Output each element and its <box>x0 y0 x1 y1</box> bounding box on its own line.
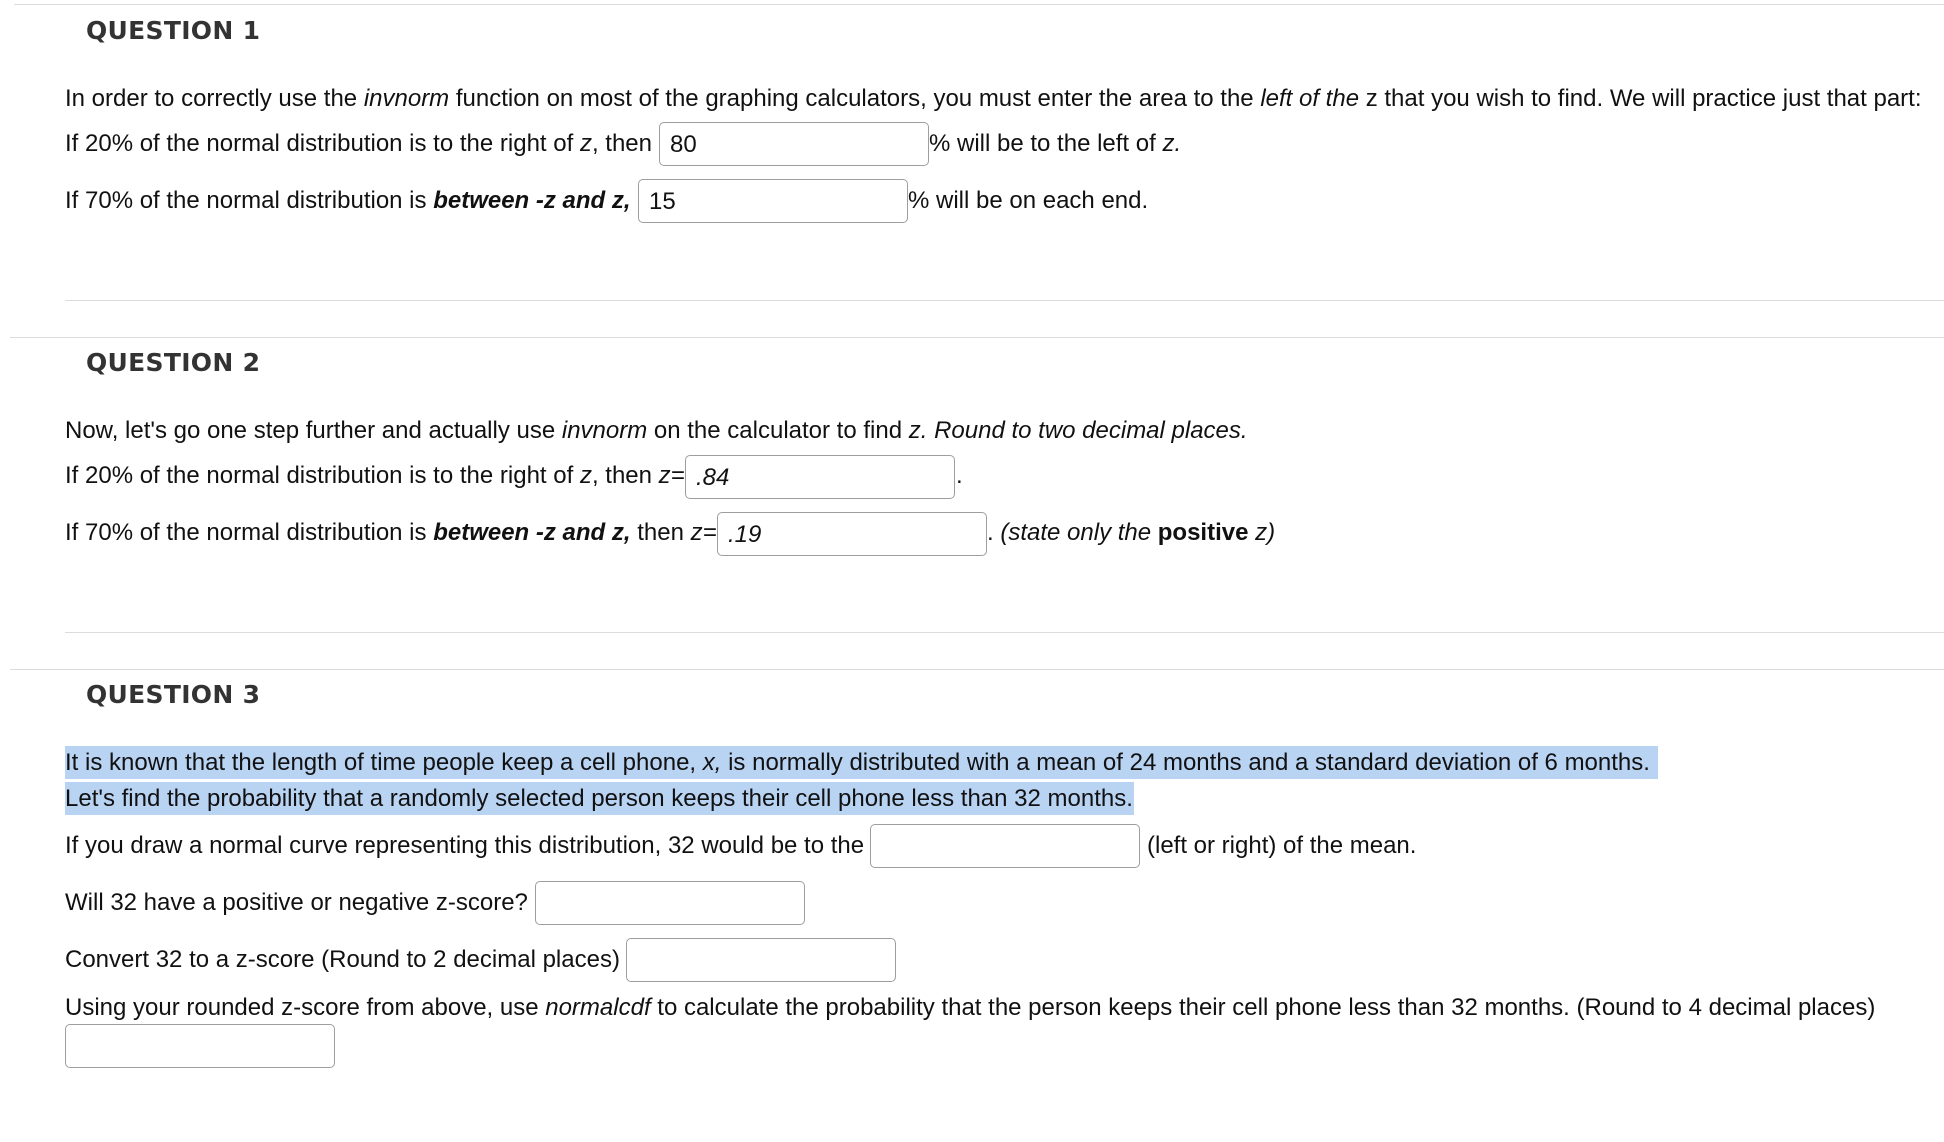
q3-line1-pre: If you draw a normal curve representing this distribution, 32 would be to the <box>65 832 865 859</box>
q3-sign-input[interactable] <box>535 881 805 925</box>
q1-line2-post: % will be on each end. <box>908 187 1149 214</box>
q2-line1-mid: , then <box>591 462 659 489</box>
q2-intro-invnorm: invnorm <box>561 417 648 444</box>
q1-line1-pre: If 20% of the normal distribution is to the right of <box>65 130 580 157</box>
q2-line2-state-close: z) <box>1248 519 1276 546</box>
q2-section-divider <box>10 669 1944 670</box>
q2-line-1 <box>65 461 685 491</box>
q1-section-divider <box>10 337 1944 338</box>
q2-line2-positive: positive <box>1157 519 1249 546</box>
question-1-title: QUESTION 1 <box>86 16 261 45</box>
q2-bottom-divider <box>65 632 1944 633</box>
question-2-title: QUESTION 2 <box>86 348 261 377</box>
q1-line-2 <box>65 186 631 216</box>
q3-x: x, <box>702 749 722 776</box>
q3-paragraph-1 <box>65 748 1658 778</box>
q2-intro-text-1: Now, let's go one step further and actually use <box>65 417 562 444</box>
q3-line-4 <box>65 993 1875 1023</box>
q3-line2-pre: Will 32 have a positive or negative z-score? <box>65 889 528 916</box>
q1-line-2-tail <box>908 186 1148 216</box>
q3-para1b: is normally distributed with a mean of 24 months and a standard deviation of 6 months. <box>721 749 1650 776</box>
q1-left-percent-input[interactable]: 80 <box>659 122 929 166</box>
q2-line2-dot: . <box>987 519 1001 546</box>
q2-line2-pre: If 70% of the normal distribution is <box>65 519 434 546</box>
q2-intro-round: z. Round to two decimal places. <box>908 417 1248 444</box>
q1-line1-post1: , then <box>591 130 652 157</box>
q1-intro-left-of-the: left of the <box>1260 85 1360 112</box>
question-3-title: QUESTION 3 <box>86 680 261 709</box>
q1-intro <box>65 84 1922 114</box>
q3-zscore-input[interactable] <box>626 938 896 982</box>
q3-line4-normalcdf: normalcdf <box>545 994 651 1021</box>
q3-para1-highlight <box>65 746 1658 779</box>
q3-para2: Let's find the probability that a randomly selected person keeps their cell phone less than 32 months. <box>65 782 1134 815</box>
q3-line-1 <box>65 831 864 861</box>
q3-line1-post: (left or right) of the mean. <box>1147 832 1417 859</box>
q1-each-end-input[interactable]: 15 <box>638 179 908 223</box>
q3-line-1-tail <box>1147 831 1416 861</box>
q1-line1-z2: z. <box>1162 130 1182 157</box>
q2-line1-zeq: z= <box>658 462 685 489</box>
q2-line-1-tail <box>956 461 963 491</box>
q2-line1-post: . <box>956 462 963 489</box>
q3-left-or-right-input[interactable] <box>870 824 1140 868</box>
q2-line1-z: z <box>579 462 592 489</box>
q3-line-3 <box>65 945 620 975</box>
q3-line-2 <box>65 888 528 918</box>
q1-line-1-tail <box>929 129 1181 159</box>
q2-line-2 <box>65 518 717 548</box>
q2-line2-zeq: z= <box>690 519 717 546</box>
q1-line1-z: z <box>579 130 592 157</box>
q1-intro-text-2: function on most of the graphing calculators, you must enter the area to the <box>449 85 1261 112</box>
q3-paragraph-2 <box>65 784 1134 814</box>
q1-intro-text-3: z that you wish to find. We will practice just that part: <box>1359 85 1922 112</box>
q2-line2-between: between -z and z, <box>433 519 631 546</box>
q2-line2-state-open: (state only the <box>1000 519 1158 546</box>
q3-probability-input[interactable] <box>65 1024 335 1068</box>
q2-intro <box>65 416 1248 446</box>
q3-line4-post: to calculate the probability that the person keeps their cell phone less than 32 months. (Round to 4 decimal places) <box>650 994 1876 1021</box>
q1-line-1 <box>65 129 652 159</box>
q1-line1-post2a: % will be to the left of <box>929 130 1163 157</box>
q2-z-between-input[interactable]: .19 <box>717 512 987 556</box>
q2-z-right-20-input[interactable]: .84 <box>685 455 955 499</box>
q1-line2-pre: If 70% of the normal distribution is <box>65 187 434 214</box>
q1-intro-text-1: In order to correctly use the <box>65 85 364 112</box>
top-divider <box>14 4 1944 5</box>
q3-line3-pre: Convert 32 to a z-score (Round to 2 decimal places) <box>65 946 620 973</box>
q3-para1a: It is known that the length of time people keep a cell phone, <box>65 749 703 776</box>
q3-line4-pre: Using your rounded z-score from above, use <box>65 994 546 1021</box>
q1-line2-between: between -z and z, <box>433 187 631 214</box>
q2-line2-mid: then <box>630 519 691 546</box>
q1-bottom-divider <box>65 300 1944 301</box>
q2-line-2-tail <box>987 518 1275 548</box>
q2-intro-text-2: on the calculator to find <box>647 417 909 444</box>
q2-line1-pre: If 20% of the normal distribution is to the right of <box>65 462 580 489</box>
q1-intro-invnorm: invnorm <box>363 85 450 112</box>
